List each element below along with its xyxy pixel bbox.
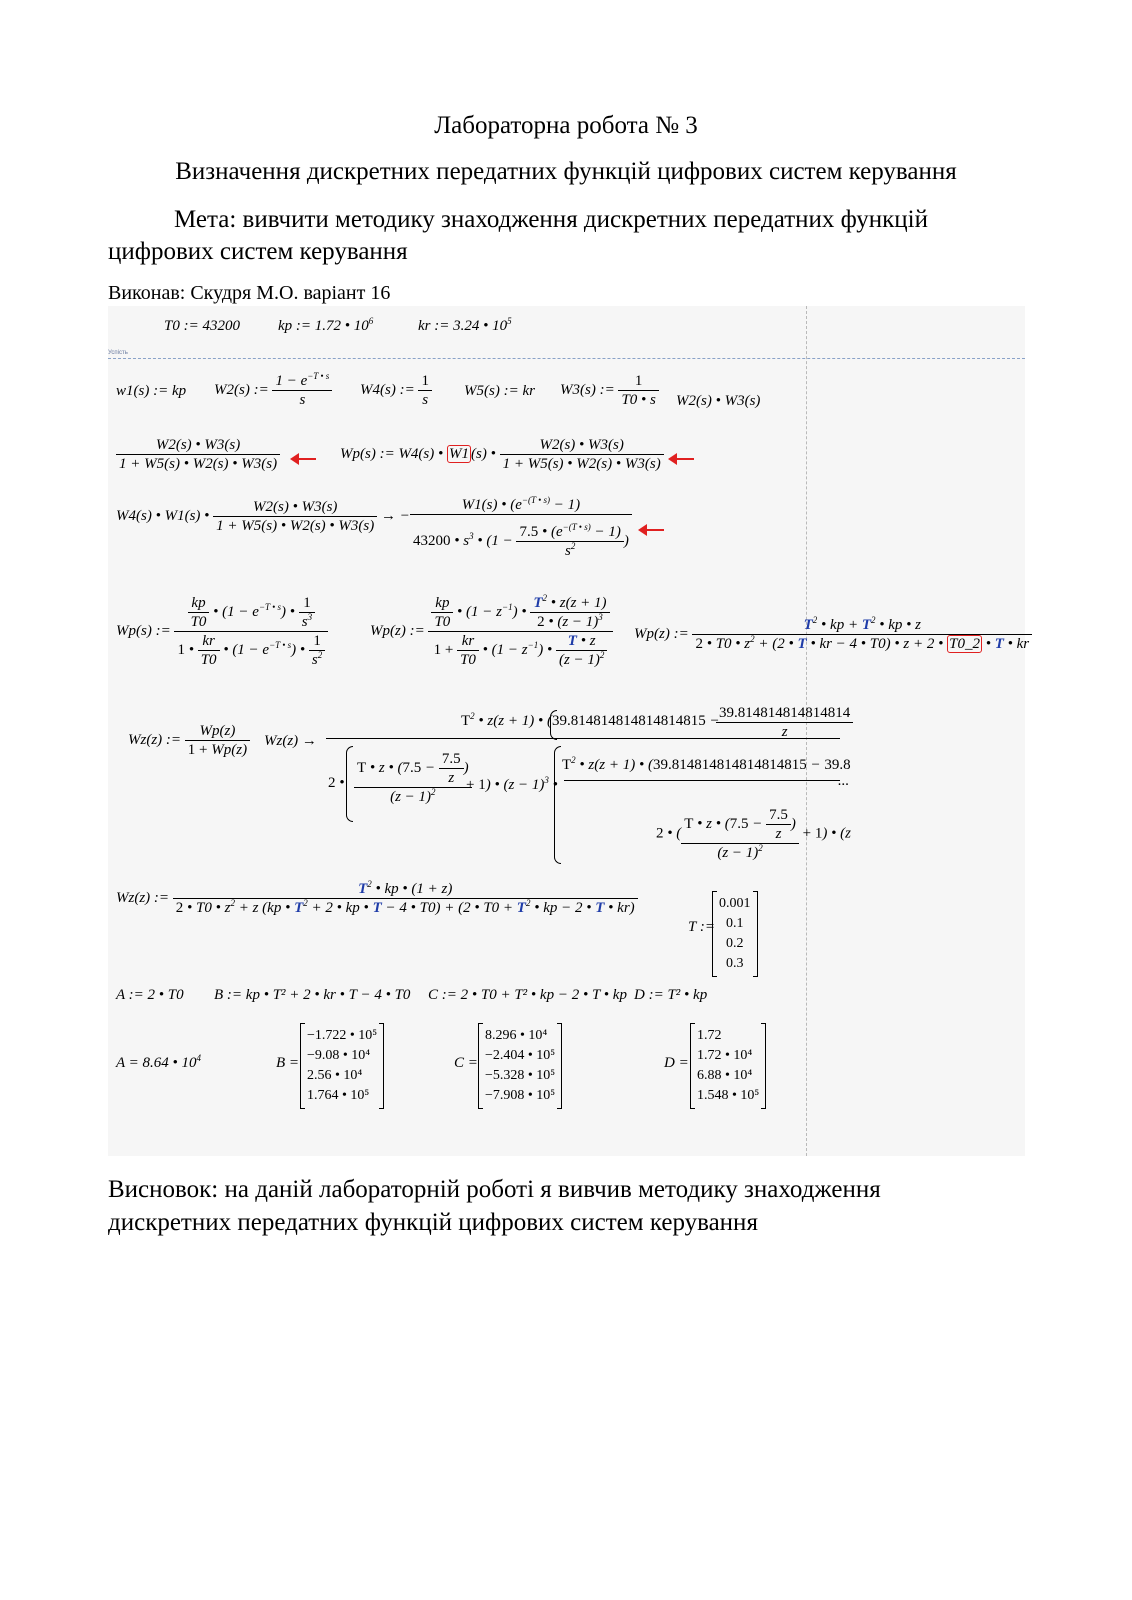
expr-wp-symbolic: W1(s) • $(e^{-(T • s)} - 1)$ 43200 • $s^3$ • (1 − $\frac{7.5 • (e^{-(T • s)} - 1)}{s^2}$ ): [410, 496, 632, 560]
def-w4: W4(s) := $\frac{1}{s}$: [360, 372, 432, 409]
region-label: Успість: [108, 350, 128, 356]
arrow-marker-2: [668, 453, 694, 465]
expr-wz-ellipsis: ...: [838, 773, 850, 789]
result-b-label: B =: [276, 1055, 300, 1071]
aim-paragraph: Мета: вивчити методику знаходження дискретних передатних функцій цифрових систем керування: [108, 206, 928, 265]
region-divider-horizontal: [108, 358, 1025, 359]
paren-denominator: [346, 746, 353, 822]
expr-wz-plus-one: + 1) • $(z - 1)^3$ •: [466, 775, 558, 793]
param-kp: kp := 1.72 • $10^6$: [278, 316, 374, 334]
fraction-bar-main: [326, 738, 840, 739]
param-t0: T0 := 43200: [164, 318, 240, 334]
result-c-label: C =: [454, 1055, 478, 1071]
def-w1: w1(s) := kp: [116, 383, 187, 399]
expr-wz-denominator-left: 2 •: [328, 775, 345, 791]
def-c: C := 2 • T0 + T² • kp − 2 • T • kp: [428, 987, 627, 1003]
expr-wz-numerator-frac: $\frac{39.814814814814814}{z}$: [716, 704, 853, 741]
t-vector-label: T :=: [688, 919, 715, 935]
def-w3: W3(s) := $\frac{1}{T0 • s}$: [560, 372, 659, 409]
paren-numerator: [550, 710, 557, 740]
expr-wz-nested-denominator: 2 • ( T • z • (7.5 − $\frac{7.5}{z}$ ) $(z - 1)^2$ + 1) • (z: [656, 807, 851, 861]
expr-w2w3: W2(s) • W3(s): [676, 393, 761, 409]
page-title: Лабораторна робота № 3: [434, 112, 698, 139]
def-wz-simplified: Wz(z) := $T^2$ • kp • (1 + z) 2 • T0 • $z^2 + z$ (kp • $T^2 + 2$ • kp • T − 4 • T0) + (2 • $T0 + T^2$ • kp − 2 • T • kr): [116, 880, 638, 917]
result-d-label: D =: [664, 1055, 689, 1071]
t-vector: 0.001 0.1 0.2 0.3: [712, 892, 758, 976]
def-wz-closed: Wz(z) := $\frac{Wp(z)}{1 + Wp(z)}$: [128, 722, 250, 759]
math-worksheet: [108, 306, 1030, 1156]
paren-nested: [554, 746, 561, 864]
expr-wz-numerator: $T^2$ • z(z + 1) • (39.814814814814814815 −: [461, 711, 720, 729]
author-line: Виконав: Скудря М.О. варіант 16: [108, 282, 391, 304]
conclusion-paragraph: Висновок: на даній лабораторній роботі я вивчив методику знаходження дискретних передатних функцій цифрових систем керування: [108, 1176, 881, 1236]
def-wp-z-expanded: Wp(z) := $\frac{kp}{T0}$ • $(1 - z^{-1})$ • $\frac{T^2 • z(z + 1)}{2 • (z - 1)^3}$ 1 + $\frac{kr}{T0}$ • $(1 - z^{-1})$ • $\frac{T • z}{(z - 1)^2}$: [370, 594, 613, 669]
param-kr: kr := 3.24 • $10^5$: [418, 316, 512, 334]
def-d: D := T² • kp: [634, 987, 708, 1003]
result-a: A = 8.64 • $10^4$: [116, 1053, 202, 1071]
result-d-matrix: 1.72 1.72 • 10⁴ 6.88 • 10⁴ 1.548 • 10⁵: [690, 1024, 766, 1108]
def-w5: W5(s) := kr: [464, 383, 535, 399]
expr-wz-arrow: Wz(z) →: [264, 733, 317, 749]
page-subtitle: Визначення дискретних передатних функцій цифрових систем керування: [175, 158, 957, 185]
def-w2: W2(s) := $\frac{1 - e^{-T • s}}{s}$: [214, 372, 332, 409]
result-b-matrix: −1.722 • 10⁵ −9.08 • 10⁴ 2.56 • 10⁴ 1.764 • 10⁵: [300, 1024, 384, 1108]
expr-wz-inner-frac: T • z • (7.5 − $\frac{7.5}{z}$ ) $(z - 1)^2$: [354, 750, 472, 806]
arrow-marker-1: [290, 453, 316, 465]
expr-wz-nested-numerator: $T^2$ • z(z + 1) • (39.814814814814814815 − 39.8: [562, 755, 851, 773]
def-b: B := kp • T² + 2 • kr • T − 4 • T0: [214, 987, 411, 1003]
arrow-marker-3: [638, 524, 664, 536]
result-c-matrix: 8.296 • 10⁴ −2.404 • 10⁵ −5.328 • 10⁵ −7.908 • 10⁵: [478, 1024, 562, 1108]
def-wp-s: Wp(s) := W4(s) • W1 (s) • $\frac{W2(s) • W3(s)}{1 + W5(s) • W2(s) • W3(s)}$: [340, 436, 664, 473]
def-a: A := 2 • T0: [116, 987, 184, 1003]
expr-wp-substitution: W4(s) • W1(s) • $\frac{W2(s) • W3(s)}{1 + W5(s) • W2(s) • W3(s)}$ → −: [116, 499, 410, 534]
def-wp-s-expanded: Wp(s) := $\frac{kp}{T0}$ • $(1 - e^{-T • s})$ • $\frac{1}{s^3}$ 1 • $\frac{kr}{T0}$ • $(1 - e^{-T • s})$ • $\frac{1}{s^2}$: [116, 594, 328, 669]
expr-closed-loop: $\frac{W2(s) • W3(s)}{1 + W5(s) • W2(s) • W3(s)}$: [116, 436, 280, 473]
fraction-bar-nested: [564, 780, 840, 781]
def-wp-z-simplified: Wp(z) := $\frac{T^2 • kp + T^2 • kp • z}{2 • T0 • z^2 + (2 • T • kr - 4 • T0) • z + 2 • T0\_2 • T • kr}$: [634, 616, 1032, 653]
